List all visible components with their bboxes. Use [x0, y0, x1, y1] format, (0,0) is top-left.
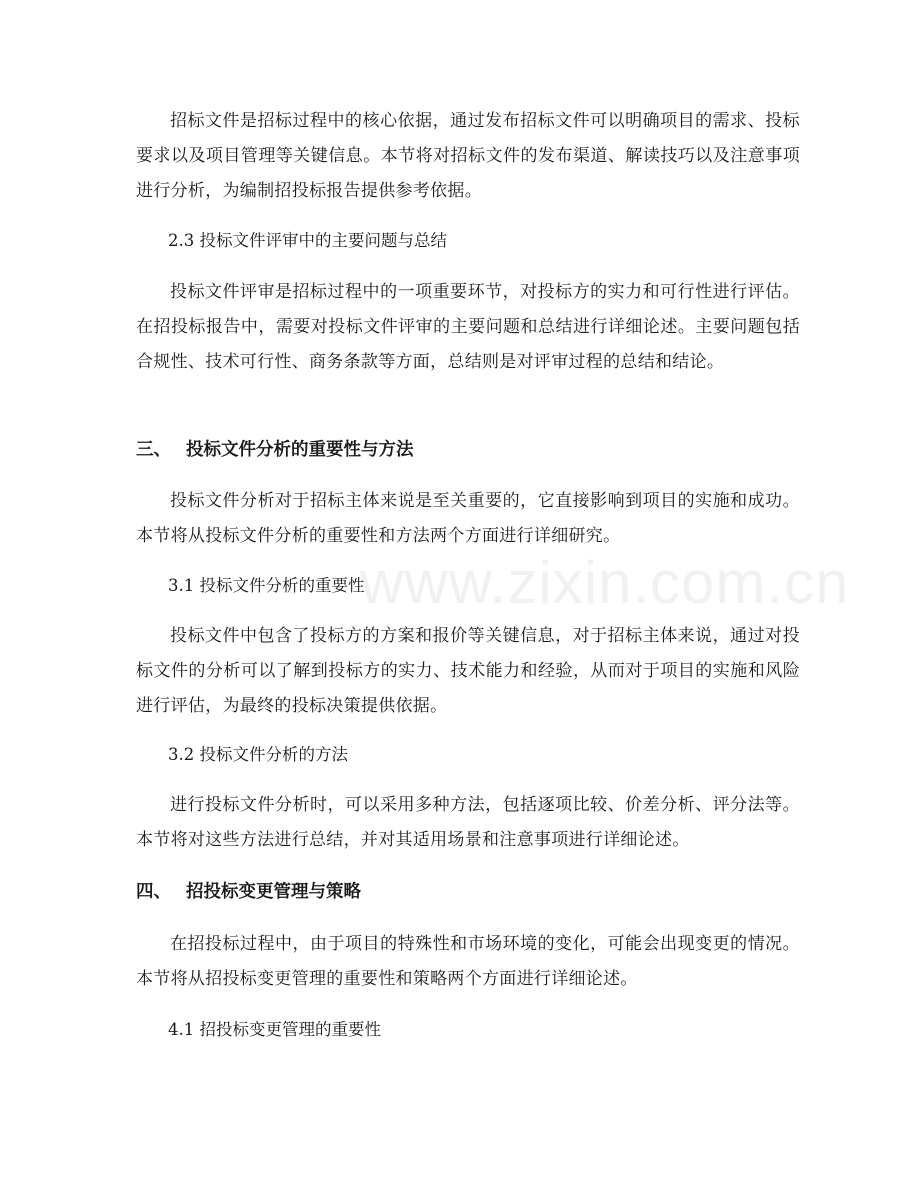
subheading-4-1: 4.1 招投标变更管理的重要性: [168, 1020, 381, 1039]
paragraph-analysis-methods: 进行投标文件分析时，可以采用多种方法，包括逐项比较、价差分析、评分法等。本节将对这些方法进行总结，并对其适用场景和注意事项进行详细论述。: [136, 795, 800, 850]
subheading-3-1: 3.1 投标文件分析的重要性: [168, 576, 365, 595]
section-title-3: 投标文件分析的重要性与方法: [186, 440, 414, 460]
section-number-3: 三、: [136, 440, 171, 460]
paragraph-analysis-importance: 投标文件中包含了投标方的方案和报价等关键信息，对于招标主体来说，通过对投标文件的分析可以了解到投标方的实力、技术能力和经验，从而对于项目的实施和风险进行评估，为最终的投标决策提供依据。: [136, 626, 800, 716]
paragraph-change-management-intro: 在招投标过程中，由于项目的特殊性和市场环境的变化，可能会出现变更的情况。本节将从招投标变更管理的重要性和策略两个方面进行详细论述。: [136, 934, 800, 989]
watermark: www.zixin.com.cn: [360, 549, 850, 616]
subheading-2-3: 2.3 投标文件评审中的主要问题与总结: [168, 231, 447, 250]
section-heading-4: [136, 879, 361, 905]
paragraph-bid-analysis-intro: 投标文件分析对于招标主体来说是至关重要的，它直接影响到项目的实施和成功。本节将从投标文件分析的重要性和方法两个方面进行详细研究。: [136, 491, 800, 546]
subheading-3-2: 3.2 投标文件分析的方法: [168, 745, 348, 764]
section-number-4: 四、: [136, 882, 171, 902]
paragraph-bid-review: 投标文件评审是招标过程中的一项重要环节，对投标方的实力和可行性进行评估。在招投标报告中，需要对投标文件评审的主要问题和总结进行详细论述。主要问题包括合规性、技术可行性、商务条款等方面，总结则是对评审过程的总结和结论。: [136, 282, 800, 372]
section-heading-3: [136, 437, 414, 463]
paragraph-intro-bid-documents: 招标文件是招标过程中的核心依据，通过发布招标文件可以明确项目的需求、投标要求以及项目管理等关键信息。本节将对招标文件的发布渠道、解读技巧以及注意事项进行分析，为编制招投标报告提供参考依据。: [136, 111, 800, 201]
section-title-4: 招投标变更管理与策略: [186, 882, 361, 902]
